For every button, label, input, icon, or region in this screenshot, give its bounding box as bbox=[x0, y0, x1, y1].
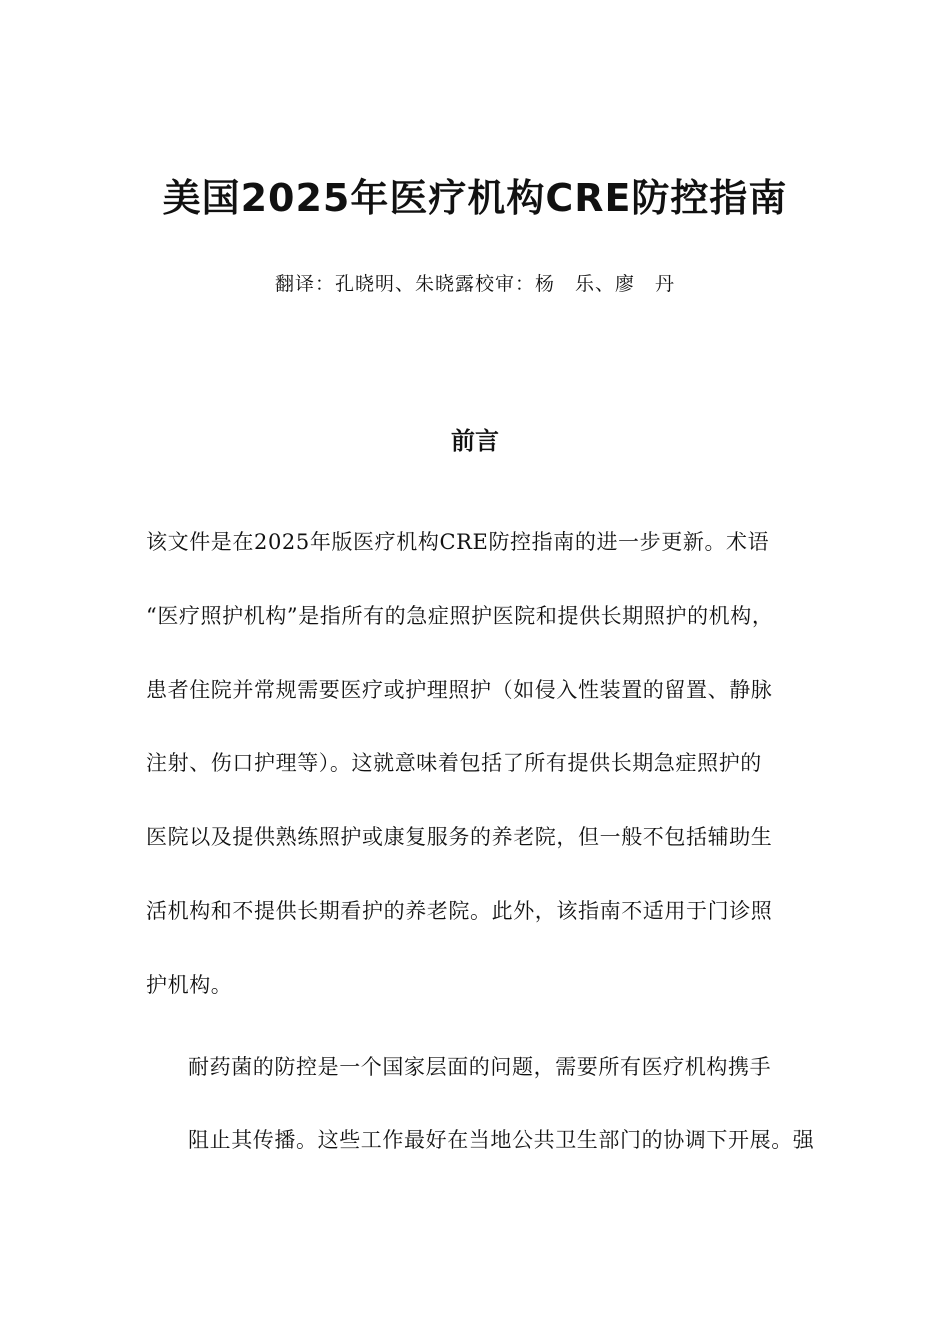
text-line: 活机构和不提供长期看护的养老院。此外，该指南不适用于门诊照 bbox=[146, 898, 773, 923]
paragraph bbox=[146, 506, 806, 1023]
text-line: 注射、伤口护理等）。这就意味着包括了所有提供长期急症照护的 bbox=[146, 751, 762, 776]
text-line: 耐药菌的防控是一个国家层面的问题，需要所有医疗机构携手 bbox=[188, 1054, 772, 1079]
text-line: 患者住院并常规需要医疗或护理照护（如侵入性装置的留置、静脉 bbox=[146, 677, 773, 702]
section-heading-preface: 前言 bbox=[451, 426, 499, 455]
document-body bbox=[146, 506, 815, 1178]
text-line: 医院以及提供熟练照护或康复服务的养老院，但一般不包括辅助生 bbox=[146, 825, 773, 850]
text-line: “医疗照护机构”是指所有的急症照护医院和提供长期照护的机构， bbox=[146, 603, 774, 628]
translator-credits: 翻译：孔晓明、朱晓露校审：杨 乐、廖 丹 bbox=[274, 273, 675, 295]
document-title: 美国2025年医疗机构CRE防控指南 bbox=[162, 176, 788, 220]
text-line: 该文件是在2025年版医疗机构CRE防控指南的进一步更新。术语 bbox=[146, 530, 770, 554]
text-line: 阻止其传播。这些工作最好在当地公共卫生部门的协调下开展。强 bbox=[188, 1128, 815, 1153]
text-line: 护机构。 bbox=[146, 972, 233, 997]
paragraph bbox=[146, 1031, 815, 1179]
